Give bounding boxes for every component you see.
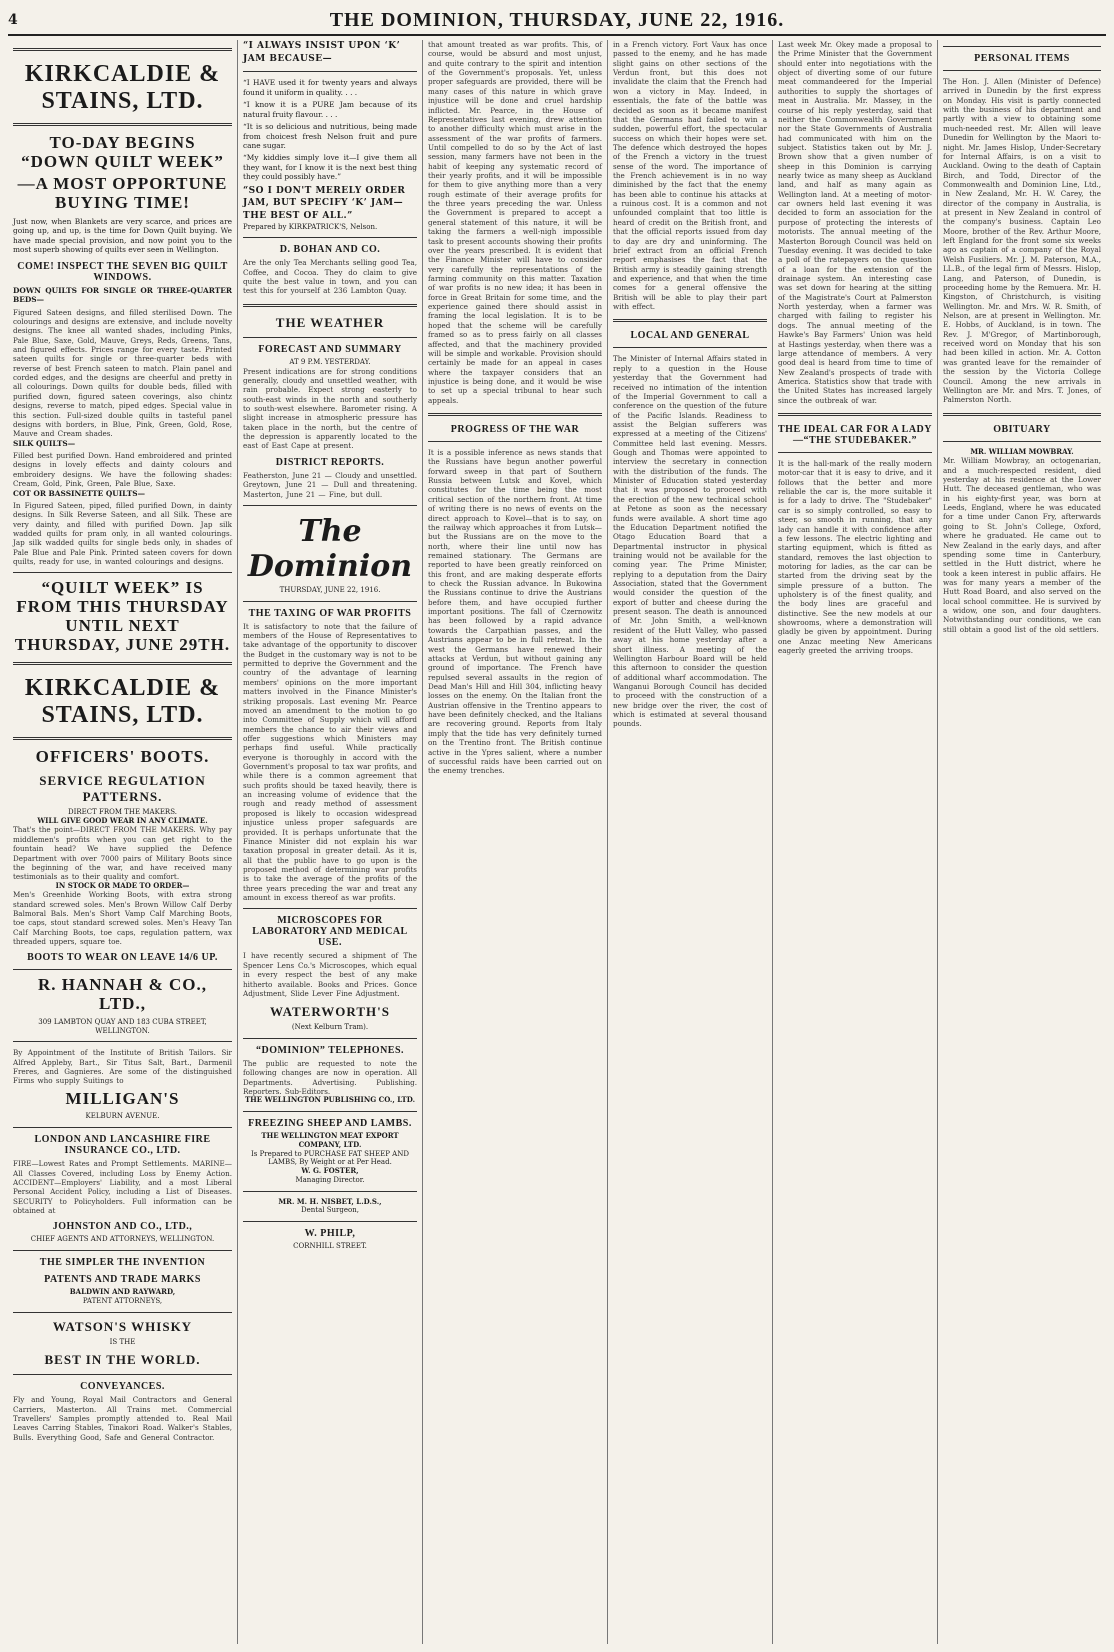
simpler-invention: THE SIMPLER THE INVENTION xyxy=(39,1257,206,1269)
quilt-items-text: Figured Sateen designs, and filled sterilised Down. The colourings and designs are extensive, and include novelty designs. The knee all wanted shades, including Pinks, Pale Blue, Saxe, Gold, Mauve, Greys, Reds, Greens, Tans, and figured effects. Prices range for every taste. Printed sateen quilts for single or three-quarter beds with reverse of best French sateen to match. Plain panel and corded edges, and the designs are cheerful and pretty in all colourings. Down quilts for double beds, filled with purified down, figured sateen coverings, also chintz designs, reverse to match, piped edges. Special value in this section. Full-sized double quilts in tasteful panel designs with borders, in Blue, Pink, Green, Gold, Rose, Mauve and Cream shades. xyxy=(13,307,232,439)
boots-text: That's the point—DIRECT FROM THE MAKERS. Why pay middlemen's profits when you can get right to the fountain head? We have supplied the Defence Department with over 7000 pairs of Military Boots since the beginning of the war, and have received many testimonials as to their quality and comfort. xyxy=(13,825,232,882)
obituary-heading: OBITUARY xyxy=(993,423,1051,435)
jam-quote-2: “I know it is a PURE Jam because of its natural fruity flavour. . . . xyxy=(243,100,417,119)
page-columns xyxy=(8,40,1106,1644)
quilt-week-headline: TO-DAY BEGINS “DOWN QUILT WEEK” xyxy=(21,133,224,171)
page-number: 4 xyxy=(8,12,18,28)
insurance-name: LONDON AND LANCASHIRE FIRE INSURANCE CO., LTD. xyxy=(34,1134,211,1157)
personal-heading: PERSONAL ITEMS xyxy=(974,53,1070,64)
boots-list: Men's Greenhide Working Boots, with extra strong standard screwed soles. Men's Brown Willow Calf Derby Balmoral Bals. Men's Short Vamp Calf Marching Boots, toe caps, stout standard screwed soles. Men's Heavy Tan Calf Marching Boots, toe caps, regulation pattern, wax threaded uppers, square toe. xyxy=(13,890,232,947)
firm-name-bottom: KIRKCALDIE & STAINS, LTD. xyxy=(24,675,221,729)
philp-address: CORNHILL STREET. xyxy=(293,1242,367,1251)
progress-text: It is a possible inference as news stands that the Russians have begun another powerful forward sweep in that part of Southern Russia between Lutsk and Kovel, which constitutes for the time being the most critical section of the northern front. At time of writing there is no news of events on the direct approach to Kovel—that is to say, on the railway which approaches it from Lutsk—but the Russians are on the move to the north, where their line until now has remained stationary. The Germans are reported to have been greatly reinforced on this front, and are making desperate efforts to check the Russian advance. In Bukowina the Russians continue to drive the Austrians before them, and have occupied further important positions. The fall of Czernowitz has been followed by a rapid advance towards the Carpathian passes, and the Austrians appear to be in full retreat. In the west the Germans have renewed their attacks at Verdun, but without gaining any ground of importance. The French have repulsed several assaults in the region of Dead Man's Hill and Hill 304, inflicting heavy losses on the enemy. On the Italian front the Austrian offensive in the Trentino appears to have been definitely checked, and the Italians are recovering ground. Reports from Italy imply that the tide has very definitely turned on the Trentino front. The British continue active in the Ypres salient, where a number of successful raids have been carried out on the enemy trenches. xyxy=(428,448,602,776)
weather-heading: THE WEATHER xyxy=(275,314,385,330)
ideal-car-heading: THE IDEAL CAR FOR A LADY—“THE STUDEBAKER.” xyxy=(778,424,932,447)
insurance-text: FIRE—Lowest Rates and Prompt Settlements. MARINE—All Classes Covered, including Loss by Enemy Action. ACCIDENT—Employers' Liability, and a most Liberal Personal Accident Policy, including a List of Diseases. SECURITY to Policyholders. Full information can be obtained at xyxy=(13,1159,232,1216)
milligans-name: MILLIGAN'S xyxy=(65,1088,180,1108)
column-advertisements-left xyxy=(8,40,238,1644)
conveyances-text: Fly and Young, Royal Mail Contractors and General Carriers, Masterton. All Trains met. Commercial Travellers' Samples promptly attended to. Real Mail Leaves Carring Stables, Tinakori Road. Walker's Stables, Bulls. Everything Good, Safe and General Contractor. xyxy=(13,1395,232,1442)
johnston-sub: CHIEF AGENTS AND ATTORNEYS, WELLINGTON. xyxy=(30,1235,215,1244)
quilt-intro: Just now, when Blankets are very scarce, and prices are going up, and up, is the time for Down Quilt buying. We have made special provision, and now point you to the most superb showing of quilts ever seen in Wellington. xyxy=(13,216,232,255)
boots-leave: BOOTS TO WEAR ON LEAVE 14/6 UP. xyxy=(27,952,218,964)
waterworth-name: WATERWORTH'S xyxy=(270,1004,390,1020)
jam-quote-1: “I HAVE used it for twenty years and always found it uniform in quality. . . . xyxy=(243,78,417,97)
column-war-local xyxy=(608,40,773,1644)
boots-headline: OFFICERS' BOOTS. xyxy=(35,747,210,767)
jam-specify: “SO I DON'T MERELY ORDER JAM, BUT SPECIFY ‘K’ JAM—THE BEST OF ALL.” xyxy=(243,185,406,222)
district-text: Featherston, June 21 — Cloudy and unsettled. Greytown, June 21 — Dull and threatening. Masterton, June 21 — Fine, but dull. xyxy=(243,470,417,499)
newspaper-title: THE DOMINION, THURSDAY, JUNE 22, 1916. xyxy=(329,8,785,31)
bohan-name: D. BOHAN AND CO. xyxy=(279,244,381,256)
patents-heading: PATENTS AND TRADE MARKS xyxy=(44,1274,201,1286)
jam-insist: “I ALWAYS INSIST UPON ‘K’ JAM BECAUSE— xyxy=(243,41,401,64)
bohan-text: Are the only Tea Merchants selling good Tea, Coffee, and Cocoa. They do claim to give quite the best value in town, and you can test this for yourself at 236 Lambton Quay. xyxy=(243,258,417,296)
microscopes-heading: MICROSCOPES FOR LABORATORY AND MEDICAL USE. xyxy=(252,915,408,949)
editorial-date: THURSDAY, JUNE 22, 1916. xyxy=(279,585,381,594)
telephones-heading: “DOMINION” TELEPHONES. xyxy=(255,1044,405,1056)
waterworth-sub: (Next Kelburn Tram). xyxy=(291,1023,369,1032)
masthead xyxy=(8,6,1106,36)
johnston-name: JOHNSTON AND CO., LTD., xyxy=(52,1221,193,1233)
boots-good-wear: WILL GIVE GOOD WEAR IN ANY CLIMATE. xyxy=(37,815,208,825)
ideal-car-text: It is the hall-mark of the really modern motor-car that it is easy to drive, and it follows that the better and more reliable the car is, the more suitable it is for a lady to drive. The "Studebaker" car is so simply controlled, so easy to steer, so smooth in running, that any lady can handle it with confidence after a few lessons. The electric lighting and starting equipment, which is fitted as standard, removes the last objection to motoring for ladies, as the car can be started from the driving seat by the simple pressure of a button. The upholstery is of the finest quality, and the body lines are graceful and distinctive. See the new models at our showrooms, where a demonstration will gladly be given by appointment. During one Anzac meeting New Americans eagerly greeted the arriving troops. xyxy=(778,459,932,656)
telephones-text: The public are requested to note the following changes are now in operation. All Departments. Advertising. Publishing. Reporters. Sub-Editors. xyxy=(243,1058,417,1097)
philp-name: W. PHILP, xyxy=(304,1228,356,1240)
editorial-masthead: The Dominion xyxy=(247,513,413,584)
cot-quilts-text: In Figured Sateen, piped, filled purified Down, in dainty designs. In Silk Reverse Sateen, and all Silk. These are very dainty, and filled with purified Down. Jap silk wadded quilts for pram only, in all wanted colourings. Jap silk wadded quilts for single beds only, in shades of Pale Blue and Pale Pink. Printed sateen covers for down quilts, ready for use, in wanted colourings and designs. xyxy=(13,500,232,567)
hannah-city: WELLINGTON. xyxy=(95,1026,150,1035)
quilt-week-notice: “QUILT WEEK” IS FROM THIS THURSDAY UNTIL NEXT THURSDAY, JUNE 29TH. xyxy=(14,578,231,654)
nisbet-role: Dental Surgeon, xyxy=(301,1206,359,1215)
quilt-items-heading: DOWN QUILTS FOR SINGLE OR THREE-QUARTER BEDS— xyxy=(13,285,232,305)
progress-heading: PROGRESS OF THE WAR xyxy=(450,424,580,436)
column-local-continued xyxy=(773,40,938,1644)
watson-whisky: WATSON'S WHISKY xyxy=(52,1318,193,1334)
watson-best: BEST IN THE WORLD. xyxy=(44,1352,201,1368)
microscopes-text: I have recently secured a shipment of The Spencer Lens Co.'s Microscopes, which equal in every respect the best of any make hitherto available. Books and Prices. Gonce Adjustment, Slide Lever Fine Adjustment. xyxy=(243,951,417,998)
weather-time: AT 9 P.M. YESTERDAY. xyxy=(289,357,371,366)
silk-quilts-text: Filled best purified Down. Hand embroidered and printed designs in lovely effects and dainty colours and embroidery designs. We have the following shades: Cream, Gold, Pink, Green, Pale Blue, Saxe. xyxy=(13,451,232,489)
baldwin-name: BALDWIN AND RAYWARD, xyxy=(69,1287,176,1297)
quilt-week-subheadline: —A MOST OPPORTUNE BUYING TIME! xyxy=(17,174,228,213)
local-text: The Minister of Internal Affairs stated in reply to a question in the House yesterday that the Government had received no intimation of the intention of the Imperial Government to call a conference on the question of the future of the Pacific Islands. Readiness to assist the Belgian sufferers was expressed at a meeting of the Citizens' Committee held last evening. Messrs. Gough and Thomas were appointed to interview the secretary in connection with the distribution of the funds. The Minister of Education stated yesterday that it was proposed to proceed with the erection of the new technical school at Petone as soon as the necessary funds were available. A short time ago the Education Department notified the Otago Education Board that a Departmental instructor in physical training would not be available for the coming year. The Prime Minister, replying to a deputation from the Dairy Association, stated that the Government would consider the question of the export of butter and cheese during the present season. The death is announced of Mr. John Smith, a well-known resident of the Hutt Valley, who passed away at his home yesterday after a short illness. A meeting of the Wellington Harbour Board will be held this afternoon to consider the question of additional wharf accommodation. The Wanganui Borough Council has decided to proceed with the construction of a new bridge over the river, the cost of which is estimated at several thousand pounds. xyxy=(613,354,767,729)
meat-purchase: Is Prepared to PURCHASE FAT SHEEP AND LAMBS, By Weight or at Per Head. xyxy=(251,1149,409,1167)
editorial-continued-text: that amount treated as war profits. This, of course, would be absurd and most unjust, and quite contrary to the spirit and intention of the Government's proposals. Yet, unless proper safeguards are provided, there will be many cases of this nature in which grave injustice will be done and cruel hardship inflicted. Mr. Pearce, in the House of Representatives last evening, drew attention to another difficulty which must arise in the assessment of the war profits of farmers. Until compelled to do so by the Act of last session, many farmers have not been in the habit of keeping any systematic record of their yearly profits, and it will be impossible for them to give anything more than a very rough estimate of their average profits for the three years preceding the war. Unless the Government is prepared to accept a general statement of this nature, it will be taking the farmers a well-nigh impossible task to present accounts showing their profits over the years prescribed. It is evident that the Finance Minister will have to consider very carefully the representations of the farming community on this matter. Taxation of war profits is no new idea; it has been in force in Great Britain for some time, and the experience gained there should assist in framing the local legislation. It is to be hoped that the scheme will be carefully framed so as to press fairly on all classes affected, and that the machinery provided will be simple and workable. Provision should certainly be made for an appeal in cases where the taxpayer considers that an injustice is being done, and it would be wise to set up a special tribunal to hear such appeals. xyxy=(428,40,602,405)
nisbet-name: MR. M. H. NISBET, L.D.S., xyxy=(278,1196,382,1206)
firm-name-top: KIRKCALDIE & STAINS, LTD. xyxy=(24,61,221,114)
foster-role: Managing Director. xyxy=(295,1175,365,1184)
conveyances-heading: CONVEYANCES. xyxy=(80,1381,165,1393)
weather-text: Present indications are for strong conditions generally, cloudy and unsettled weather, with rain probable. Expect strong easterly to south-east winds in the north and southerly to south-west elsewhere. Barometer rising. A slight increase in atmospheric pressure has taken place in the north, but the centre of the depression is apparently located to the east of East Cape at present. xyxy=(243,366,417,451)
foster-name: W. G. FOSTER, xyxy=(301,1166,359,1176)
column-editorial-continued xyxy=(423,40,608,1644)
hannah-name: R. HANNAH & CO., LTD., xyxy=(38,975,207,1014)
obituary-text: Mr. William Mowbray, an octogenarian, and a much-respected resident, died yesterday at his residence at the Lower Hutt. The deceased gentleman, who was in his eighty-first year, was born at Leeds, England, where he was educated for a time under Canon Fry, afterwards going to St. John's College, Oxford, where he graduated. He came out to New Zealand in the early days, and after spending some time in Canterbury, settled in the Hutt district, where he took a keen interest in public affairs. He was for many years a member of the Hutt Road Board, and also served on the local school committee. He is survived by a widow, one son, and four daughters. Notwithstanding our conditions, we can still obtain a good list of the old settlers. xyxy=(943,456,1101,634)
war-continued-text: in a French victory. Fort Vaux has once passed to the enemy, and he has made slight gains on other sections of the Verdun front, but this does not invalidate the claim that the French had won a victory in May. Indeed, in essentials, the fate of the battle was decided as soon as it became manifest that the Germans had failed to win a sudden, powerful effort, the spectacular success on which their hopes were set. The defence which destroyed the hopes of the French a victory in the truest sense of the word. The importance of the French achievement is in no way diminished by the fact that the enemy has been able to continue his attacks at a ruinous cost. It is a common and not unfounded complaint that too little is heard of credit on the British front, and that the official reports issued from day to day are dry and uninforming. The brief extract from an official French report emphasises the fact that the British army is steadily gaining strength and experience, and that when the time comes for a general offensive the British will be able to play their part with effect. xyxy=(613,40,767,312)
quilt-invite: COME! INSPECT THE SEVEN BIG QUILT WINDOWS. xyxy=(17,260,228,283)
jam-quote-3: “It is so delicious and nutritious, being made from choicest fresh Nelson fruit and pure cane sugar. xyxy=(243,122,417,150)
local-continued-text: Last week Mr. Okey made a proposal to the Prime Minister that the Government should enter into negotiations with the object of diverting some of our future meat commandeered for the Imperial authorities to supply the shortages of meat in Australia. Mr. Massey, in the course of his reply yesterday, said that neither the Commonwealth Government nor the State Governments of Australia had communicated with him on the subject. Statistics taken out by Mr. J. Brown show that a given number of sheep in this Dominion is carrying nearly twice as many sheep as Auckland land, and half as many again as Wellington land. At a meeting of motor-car owners held last evening it was decided to form an association for the purpose of protecting the interests of motorists. The annual meeting of the Masterton Borough Council was held on Tuesday evening. It was decided to take a poll of the ratepayers on the question of a loan for the extension of the drainage system. An interesting case was set down for hearing at the sitting of the Magistrate's Court at Palmerston North yesterday, when a farmer was charged with failing to register his dogs. The annual meeting of the Hawke's Bay Farmers' Union was held at Hastings yesterday, when there was a large attendance of members. A very good deal is heard from time to time of New Zealand's prospects of trade with America. Statistics show that trade with the United States has increased largely since the outbreak of war. xyxy=(778,40,932,405)
jam-prepared-by: Prepared by KIRKPATRICK'S, Nelson. xyxy=(243,222,378,231)
editorial-heading: THE TAXING OF WAR PROFITS xyxy=(248,607,412,619)
milligans-text: By Appointment of the Institute of British Tailors. Sir Alfred Appleby, Bart., Sir Titus Salt, Bart., Darmenil Freres, and Gagnieres. Are some of the distinguished Firms who supply Suitings to xyxy=(13,1048,232,1086)
boots-subheadline: SERVICE REGULATION PATTERNS. xyxy=(39,772,206,804)
boots-stock: IN STOCK OR MADE TO ORDER— xyxy=(55,880,190,890)
jam-quote-4: “My kiddies simply love it—I give them all they want, for I know it is the next best thing they could possibly have.” xyxy=(243,153,417,182)
personal-text: The Hon. J. Allen (Minister of Defence) arrived in Dunedin by the first express on Monday. His visit is partly connected with the business of his department and partly with a view to obtaining some much-needed rest. Mr. Allen will leave Dunedin for Wellington by the Maori to-night. Mr. James Hislop, Under-Secretary for Internal Affairs, is on a visit to Auckland. Owing to the death of Captain Birch, and Todd, Director of the Commonwealth and Dominion Line, Ltd., in New Zealand, Mr. H. W. Carey, the director of the company in Australia, is at present in New Zealand in control of the company's business. Captain Leo Moore, brother of the Rev. Arthur Moore, left England for the front some six weeks ago as captain of a company of the Royal Welsh Fusiliers. Mr. J. M. Paterson, M.A., LL.B., of the legal firm of Messrs. Hislop, Lang, and Paterson, of Dunedin, is proceeding home by the Remuera. Mr. H. Kingston, of Christchurch, is visiting Wellington. Mr. and Mrs. W. R. Smith, of Nelson, are at present in Wellington. Mr. E. Hobbs, of Auckland, is in town. The Rev. J. M'Gregor, of Martinborough, received word on Monday that his son had been killed in action. Mr. A. Cotton was granted leave for the remainder of the session by the Victoria College Council. Among the new arrivals in Wellington are Mr. and Mrs. T. Jones, of Palmerston North. xyxy=(943,77,1101,405)
cot-quilts-heading: COT OR BASSINETTE QUILTS— xyxy=(13,488,145,498)
watson-is-the: IS THE xyxy=(109,1337,136,1346)
silk-quilts-heading: SILK QUILTS— xyxy=(13,438,76,448)
obituary-name: MR. WILLIAM MOWBRAY. xyxy=(970,446,1074,456)
freezing-heading: FREEZING SHEEP AND LAMBS. xyxy=(248,1118,412,1130)
district-reports: DISTRICT REPORTS. xyxy=(275,456,385,468)
column-personal-obituary xyxy=(938,40,1106,1644)
meat-export: THE WELLINGTON MEAT EXPORT COMPANY, LTD. xyxy=(261,1131,399,1149)
column-jam-weather-editorial xyxy=(238,40,423,1644)
milligans-address: KELBURN AVENUE. xyxy=(85,1112,160,1121)
local-heading: LOCAL AND GENERAL xyxy=(630,330,750,342)
hannah-address: 309 LAMBTON QUAY AND 183 CUBA STREET, xyxy=(38,1017,207,1026)
publishing-co: THE WELLINGTON PUBLISHING CO., LTD. xyxy=(244,1095,416,1105)
editorial-text: It is satisfactory to note that the failure of members of the House of Representatives to take advantage of the opportunity to discover the Budget in the customary way is not to be permitted to deprive the Government and the country of the advantage of learning members' opinions on the more important matters involved in the Finance Minister's striking proposals. Last evening Mr. Pearce moved an amendment to the motion to go into Committee of Supply which will afford members the chance to air their views and offer suggestions which Ministers may perhaps find useful. While practically everyone is thoroughly in accord with the Government's proposal to tax war profits, and while there is a common agreement that such profits should be taxed heavily, there is an increasing volume of evidence that the rough and ready method of assessment proposed is likely to occasion widespread injustice unless proper safeguards are provided. It is perhaps unfortunate that the Finance Minister did not explain his war taxation proposal in greater detail. As it is, all that the public have to go upon is the proposed method of determining war profits is to take the average of the profits of the three years preceding the war and treat any amount in excess thereof as war profits. xyxy=(243,621,417,903)
weather-forecast: FORECAST AND SUMMARY xyxy=(258,343,402,355)
baldwin-sub: PATENT ATTORNEYS, xyxy=(82,1296,163,1305)
boots-direct: DIRECT FROM THE MAKERS. xyxy=(68,807,177,816)
